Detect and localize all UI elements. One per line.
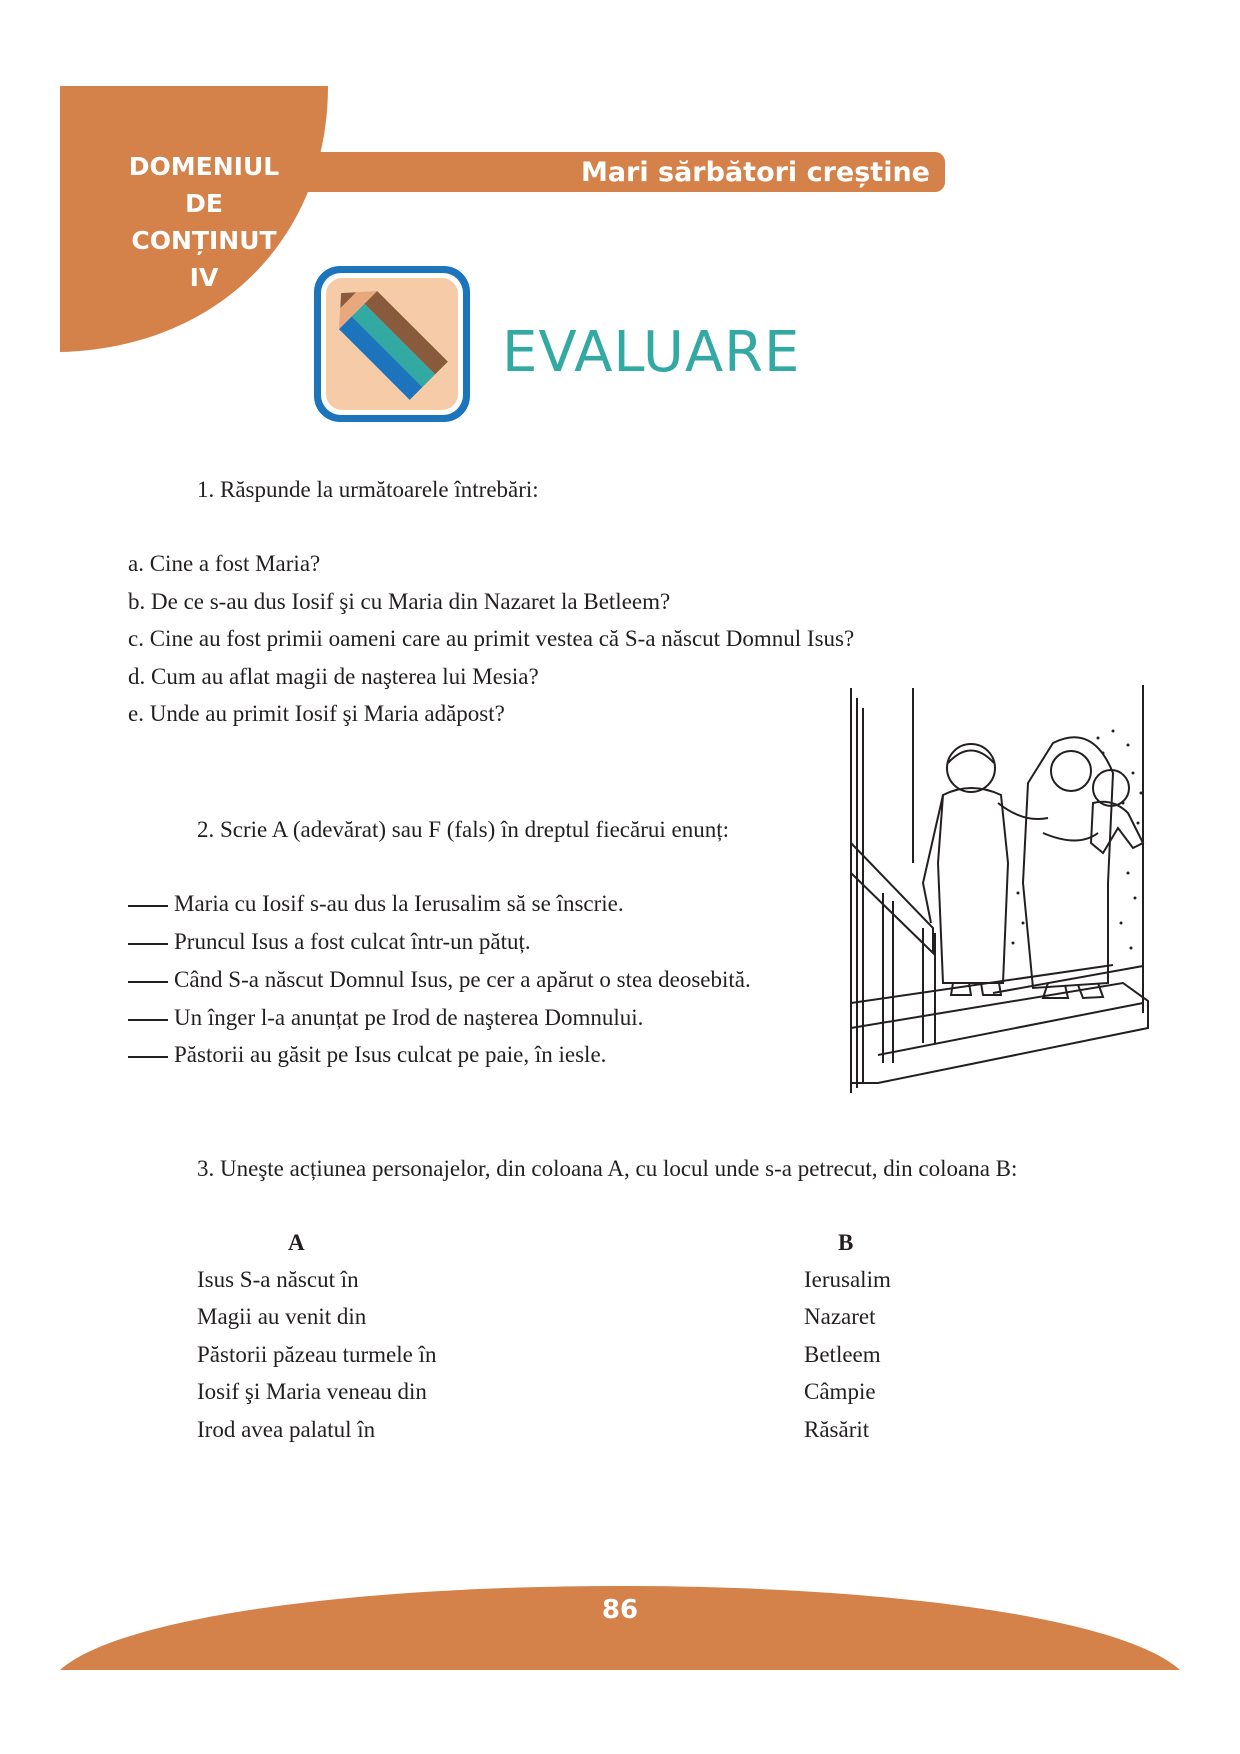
evaluare-title: EVALUARE <box>502 320 801 385</box>
answer-blank[interactable] <box>128 943 168 945</box>
statement-text: Un înger l-a anunțat pe Irod de naşterea Domnului. <box>174 1005 644 1030</box>
domain-line: IV <box>189 263 219 292</box>
column-a-item: Irod avea palatul în <box>197 1417 376 1442</box>
statement-text: Păstorii au găsit pe Isus culcat pe paie, în iesle. <box>174 1042 607 1067</box>
column-b-header: B <box>838 1230 854 1255</box>
domain-label <box>104 148 304 296</box>
answer-blank[interactable] <box>128 981 168 983</box>
column-b-item: Răsărit <box>804 1417 870 1442</box>
question-item: e. Unde au primit Iosif şi Maria adăpost? <box>128 701 505 726</box>
question-item: c. Cine au fost primii oameni care au primit vestea că S-a născut Domnul Isus? <box>128 626 855 651</box>
statement-text: Pruncul Isus a fost culcat într-un pătuț. <box>174 929 531 954</box>
answer-blank[interactable] <box>128 1019 168 1021</box>
column-a-item: Păstorii păzeau turmele în <box>197 1342 437 1367</box>
column-a-item: Isus S-a născut în <box>197 1267 359 1292</box>
question-item: a. Cine a fost Maria? <box>128 551 321 576</box>
column-b-item: Nazaret <box>804 1304 876 1329</box>
section-title: Mari sărbători creștine <box>580 157 930 188</box>
statement-item <box>128 966 751 994</box>
answer-blank[interactable] <box>128 905 168 907</box>
exercise2-instruction: 2. Scrie A (adevărat) sau F (fals) în dreptul fiecărui enunț: <box>197 817 730 842</box>
question-item: b. De ce s-au dus Iosif şi cu Maria din Nazaret la Betleem? <box>128 589 671 614</box>
column-a-item: Iosif şi Maria veneau din <box>197 1379 427 1404</box>
column-a-header: A <box>288 1230 305 1255</box>
statement-item <box>128 1041 606 1069</box>
answer-blank[interactable] <box>128 1056 168 1058</box>
statement-item <box>128 890 624 918</box>
pencil-icon <box>310 262 474 426</box>
holy-family-illustration <box>843 683 1168 1098</box>
domain-line: CONȚINUT <box>131 226 277 255</box>
exercise3-instruction: 3. Uneşte acțiunea personajelor, din coloana A, cu locul unde s-a petrecut, din coloana B: <box>197 1156 1018 1181</box>
column-a-item: Magii au venit din <box>197 1304 367 1329</box>
domain-line: DE <box>185 189 223 218</box>
column-b-item: Betleem <box>804 1342 881 1367</box>
column-b-item: Câmpie <box>804 1379 876 1404</box>
column-b-item: Ierusalim <box>804 1267 891 1292</box>
page-number: 86 <box>601 1595 639 1625</box>
question-item: d. Cum au aflat magii de naşterea lui Mesia? <box>128 664 539 689</box>
domain-line: DOMENIUL <box>128 152 280 181</box>
statement-item <box>128 928 531 956</box>
statement-text: Maria cu Iosif s-au dus la Ierusalim să se înscrie. <box>174 891 624 916</box>
statement-item <box>128 1004 643 1032</box>
exercise1-instruction: 1. Răspunde la următoarele întrebări: <box>197 477 539 502</box>
statement-text: Când S-a născut Domnul Isus, pe cer a apărut o stea deosebită. <box>174 967 751 992</box>
